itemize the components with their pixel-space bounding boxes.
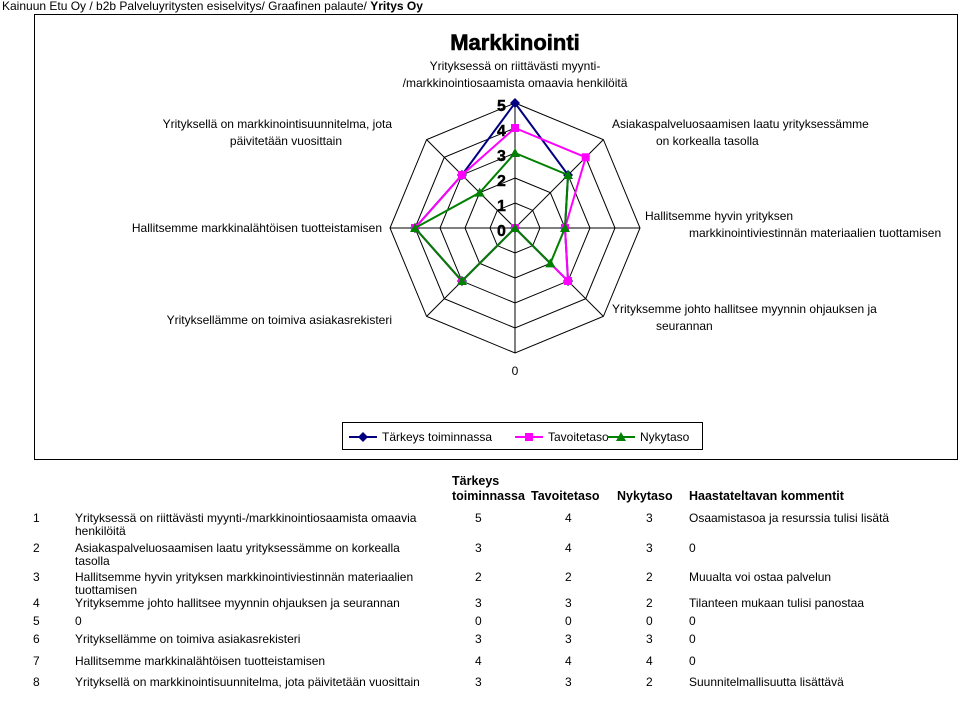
axis-label-2 bbox=[612, 117, 869, 148]
row-number: 6 bbox=[33, 632, 40, 646]
legend-marker-1 bbox=[358, 432, 368, 442]
axis-label-4 bbox=[612, 302, 877, 333]
axis-label-2-line-1: Asiakaspalveluosaamisen laatu yrityksessämme bbox=[612, 117, 869, 131]
header-importance bbox=[452, 474, 525, 504]
series-2-point-1 bbox=[511, 124, 519, 132]
radar-chart bbox=[35, 15, 959, 461]
radial-tick-label-4: 4 bbox=[497, 123, 506, 140]
row-number: 4 bbox=[33, 596, 40, 610]
header-importance-line1: Tärkeys bbox=[452, 474, 500, 488]
row-importance: 3 bbox=[475, 541, 482, 555]
axis-label-6-line-1: Yrityksellämme on toimiva asiakasrekisteri bbox=[166, 313, 392, 327]
axis-label-7 bbox=[132, 221, 382, 235]
radial-tick-label-2: 2 bbox=[497, 173, 506, 190]
row-number: 1 bbox=[33, 511, 40, 525]
radial-tick-label-1: 1 bbox=[497, 198, 506, 215]
row-target: 0 bbox=[565, 614, 572, 628]
row-comment: Osaamistasoa ja resurssia tulisi lisätä bbox=[689, 511, 890, 525]
row-importance: 5 bbox=[475, 511, 482, 525]
row-target: 4 bbox=[565, 654, 572, 668]
axis-label-1-line-2: /markkinointiosaamista omaavia henkilöitä bbox=[402, 76, 628, 90]
row-label: Hallitsemme hyvin yrityksen markkinointiviestinnän materiaalien tuottamisen bbox=[75, 570, 414, 597]
row-label: Hallitsemme markkinalähtöisen tuotteistamisen bbox=[75, 654, 326, 668]
row-importance: 3 bbox=[475, 632, 482, 646]
header-comment: Haastateltavan kommentit bbox=[689, 489, 844, 503]
row-current: 3 bbox=[646, 632, 653, 646]
row-target: 3 bbox=[565, 596, 572, 610]
radial-tick-label-0: 0 bbox=[497, 223, 506, 240]
series-2-point-2 bbox=[582, 153, 590, 161]
row-current: 4 bbox=[646, 654, 653, 668]
row-comment: Muualta voi ostaa palvelun bbox=[689, 570, 832, 584]
axis-label-3-line-1: Hallitsemme hyvin yrityksen bbox=[645, 209, 794, 223]
radial-tick-label-5: 5 bbox=[497, 98, 506, 115]
legend-marker-2 bbox=[525, 433, 533, 441]
axis-label-8-line-2: päivitetään vuosittain bbox=[229, 134, 342, 148]
row-target: 3 bbox=[565, 675, 572, 689]
row-comment: 0 bbox=[689, 654, 696, 668]
header-current: Nykytaso bbox=[617, 489, 673, 503]
axis-label-8 bbox=[163, 117, 393, 148]
row-importance: 4 bbox=[475, 654, 482, 668]
header-importance-line2: toiminnassa bbox=[452, 489, 525, 503]
row-comment: 0 bbox=[689, 632, 696, 646]
row-label: Yrityksemme johto hallitsee myynnin ohjauksen ja seurannan bbox=[75, 596, 400, 610]
legend-label-2: Tavoitetaso bbox=[548, 430, 609, 444]
row-comment: Tilanteen mukaan tulisi panostaa bbox=[689, 596, 864, 610]
row-label: Yrityksellämme on toimiva asiakasrekisteri bbox=[75, 632, 301, 646]
row-number: 3 bbox=[33, 570, 40, 584]
breadcrumb bbox=[2, 0, 423, 13]
row-label: 0 bbox=[75, 614, 82, 628]
axis-label-4-line-2: seurannan bbox=[656, 319, 713, 333]
row-number: 2 bbox=[33, 541, 40, 555]
breadcrumb-current: Yritys Oy bbox=[370, 0, 423, 13]
row-current: 2 bbox=[646, 570, 653, 584]
row-current: 3 bbox=[646, 541, 653, 555]
row-number: 8 bbox=[33, 675, 40, 689]
row-label: Asiakaspalveluosaamisen laatu yrityksessämme on korkealla tasolla bbox=[75, 541, 400, 568]
row-importance: 2 bbox=[475, 570, 482, 584]
row-current: 2 bbox=[646, 596, 653, 610]
axis-label-1 bbox=[403, 59, 628, 90]
radial-tick-label-3: 3 bbox=[497, 148, 506, 165]
row-current: 0 bbox=[646, 614, 653, 628]
breadcrumb-path: Kainuun Etu Oy / b2b Palveluyritysten esiselvitys/ Graafinen palaute/ bbox=[2, 0, 371, 13]
chart-title: Markkinointi bbox=[450, 30, 580, 55]
axis-label-2-line-2: on korkealla tasolla bbox=[656, 134, 759, 148]
row-current: 2 bbox=[646, 675, 653, 689]
row-number: 7 bbox=[33, 654, 40, 668]
axis-label-7-line-1: Hallitsemme markkinalähtöisen tuotteistamisen bbox=[131, 221, 382, 235]
row-label: Yrityksessä on riittävästi myynti-/markkinointiosaamista omaavia henkilöitä bbox=[75, 511, 417, 538]
chart-area bbox=[34, 14, 958, 460]
legend-label-3: Nykytaso bbox=[640, 430, 690, 444]
row-target: 4 bbox=[565, 511, 572, 525]
axis-label-4-line-1: Yrityksemme johto hallitsee myynnin ohjauksen ja bbox=[612, 302, 877, 316]
series-2-point-4 bbox=[564, 277, 572, 285]
chart-legend bbox=[342, 422, 703, 450]
legend-label-1: Tärkeys toiminnassa bbox=[382, 430, 493, 444]
legend-graphics bbox=[343, 423, 704, 451]
axis-label-5-line-1: 0 bbox=[511, 364, 519, 378]
row-current: 3 bbox=[646, 511, 653, 525]
row-target: 2 bbox=[565, 570, 572, 584]
axis-label-8-line-1: Yrityksellä on markkinointisuunnitelma, jota bbox=[162, 117, 392, 131]
axis-label-3-line-2: markkinointiviestinnän materiaalien tuottamisen bbox=[689, 226, 942, 240]
row-comment: 0 bbox=[689, 614, 696, 628]
row-comment: 0 bbox=[689, 541, 696, 555]
row-importance: 3 bbox=[475, 596, 482, 610]
row-target: 3 bbox=[565, 632, 572, 646]
row-label: Yrityksellä on markkinointisuunnitelma, jota päivitetään vuosittain bbox=[75, 675, 420, 689]
axis-label-1-line-1: Yrityksessä on riittävästi myynti- bbox=[429, 59, 601, 73]
row-importance: 0 bbox=[475, 614, 482, 628]
axis-label-6 bbox=[167, 313, 392, 327]
header-target: Tavoitetaso bbox=[531, 489, 600, 503]
axis-label-5 bbox=[512, 364, 519, 378]
row-comment: Suunnitelmallisuutta lisättävä bbox=[689, 675, 844, 689]
series-3-point-1 bbox=[510, 148, 520, 157]
row-target: 4 bbox=[565, 541, 572, 555]
row-number: 5 bbox=[33, 614, 40, 628]
series-2-point-8 bbox=[458, 171, 466, 179]
row-importance: 3 bbox=[475, 675, 482, 689]
axis-label-3 bbox=[645, 209, 941, 240]
